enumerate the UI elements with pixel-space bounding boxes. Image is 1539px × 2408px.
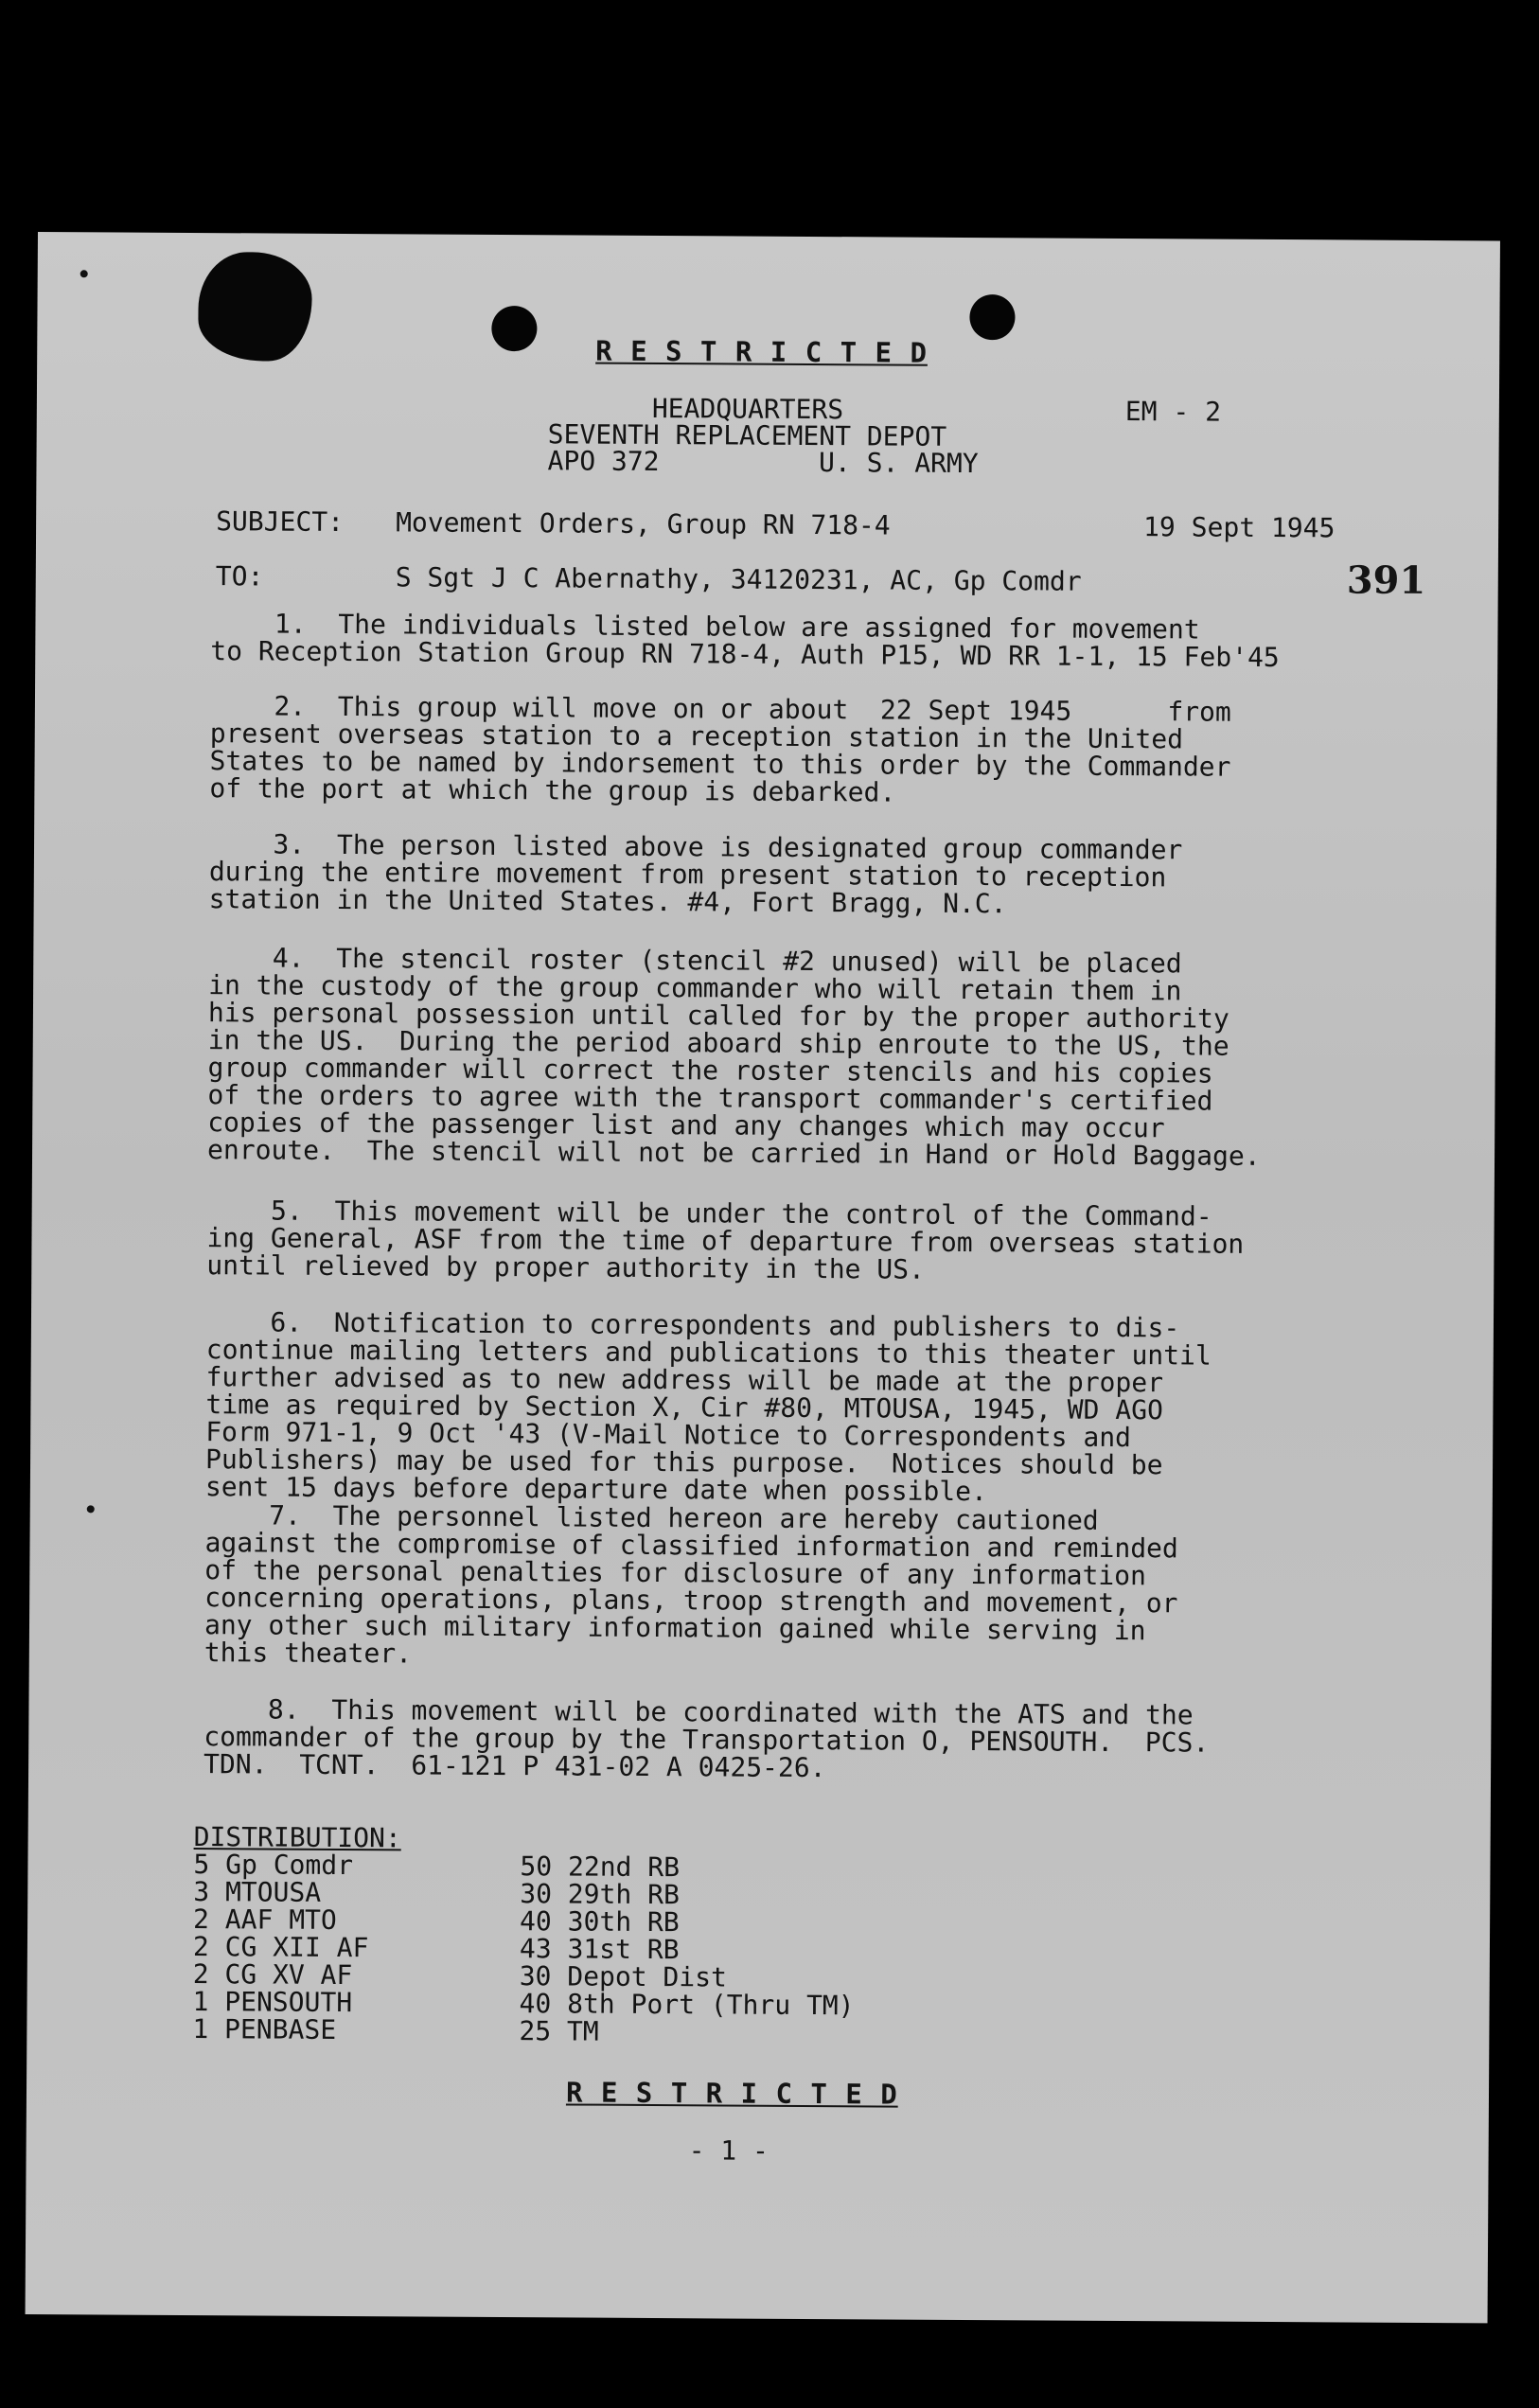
paragraph-4-line: enroute. The stencil will not be carried in Hand or Hold Baggage. xyxy=(206,1134,1261,1172)
distribution-entry: 5 Gp Comdr xyxy=(193,1849,354,1882)
paragraph-4-line: of the orders to agree with the transport commander's certified xyxy=(207,1079,1213,1117)
to-label: TO: xyxy=(215,560,264,593)
paragraph-6-line: sent 15 days before departure date when possible. xyxy=(204,1471,988,1508)
paragraph-8-line: commander of the group by the Transportation O, PENSOUTH. PCS. xyxy=(203,1721,1210,1759)
to-text: S Sgt J C Abernathy, 34120231, AC, Gp Comdr xyxy=(395,561,1082,597)
paragraph-6-line: 6. Notification to correspondents and publishers to dis- xyxy=(205,1306,1180,1344)
punch-hole-right xyxy=(969,294,1015,340)
distribution-entry: 1 PENSOUTH xyxy=(192,1986,353,2019)
paragraph-4-line: group commander will correct the roster stencils and his copies xyxy=(207,1052,1213,1089)
headquarters-line: HEADQUARTERS xyxy=(651,392,844,426)
paragraph-1-line: 1. The individuals listed below are assigned for movement xyxy=(210,608,1200,646)
paragraph-2-line: States to be named by indorsement to this order by the Commander xyxy=(209,745,1231,783)
paragraph-6-line: Form 971-1, 9 Oct '43 (V-Mail Notice to Correspondents and xyxy=(205,1416,1132,1454)
punch-hole-left xyxy=(491,306,537,351)
distribution-entry: 40 30th RB xyxy=(520,1905,680,1939)
classification-header: R E S T R I C T E D xyxy=(595,334,929,369)
paragraph-5-line: ing General, ASF from the time of departure from overseas station xyxy=(206,1222,1245,1260)
distribution-label: DISTRIBUTION: xyxy=(193,1821,401,1854)
page-stamp: 391 xyxy=(1346,558,1426,603)
paragraph-4-line: 4. The stencil roster (stencil #2 unused) will be placed xyxy=(208,942,1182,980)
document-page xyxy=(26,232,1500,2323)
paragraph-2-line: 2. This group will move on or about 22 Sept 1945 from xyxy=(209,690,1231,728)
subject-date: 19 Sept 1945 xyxy=(1143,511,1336,544)
paragraph-3-line: station in the United States. #4, Fort Bragg, N.C. xyxy=(208,883,1007,920)
distribution-entry: 2 CG XII AF xyxy=(192,1931,369,1964)
paragraph-6-line: time as required by Section X, Cir #80, MTOUSA, 1945, WD AGO xyxy=(205,1389,1163,1426)
doc-code: EM - 2 xyxy=(1124,396,1222,428)
distribution-entry: 3 MTOUSA xyxy=(193,1876,322,1908)
paragraph-4-line: copies of the passenger list and any changes which may occur xyxy=(207,1107,1165,1144)
distribution-entry: 43 31st RB xyxy=(519,1933,680,1966)
subject-text: Movement Orders, Group RN 718-4 xyxy=(396,506,891,541)
paragraph-7-line: any other such military information gained while serving in xyxy=(203,1609,1146,1647)
paragraph-7-line: this theater. xyxy=(203,1637,413,1670)
paragraph-6-line: further advised as to new address will be made at the proper xyxy=(205,1361,1164,1399)
paragraph-3-line: 3. The person listed above is designated group commander xyxy=(208,828,1183,866)
distribution-entry: 30 Depot Dist xyxy=(519,1960,728,1993)
speck xyxy=(87,1505,95,1513)
torn-corner xyxy=(198,252,312,362)
paragraph-7-line: 7. The personnel listed hereon are hereby cautioned xyxy=(204,1499,1099,1536)
paragraph-7-line: concerning operations, plans, troop strength and movement, or xyxy=(204,1582,1178,1620)
subject-label: SUBJECT: xyxy=(216,505,345,538)
distribution-entry: 30 29th RB xyxy=(520,1878,680,1911)
distribution-entry: 40 8th Port (Thru TM) xyxy=(519,1988,855,2022)
distribution-entry: 25 TM xyxy=(519,2015,599,2047)
paragraph-7-line: against the compromise of classified information and reminded xyxy=(204,1527,1178,1565)
paragraph-6-line: Publishers) may be used for this purpose. Notices should be xyxy=(204,1443,1163,1481)
paragraph-4-line: in the US. During the period aboard ship enroute to the US, the xyxy=(207,1024,1229,1062)
paragraph-5-line: 5. This movement will be under the control of the Command- xyxy=(206,1195,1212,1232)
paragraph-2-line: of the port at which the group is debarked. xyxy=(209,772,896,808)
page-number: - 1 - xyxy=(688,2134,770,2167)
paragraph-4-line: in the custody of the group commander who will retain them in xyxy=(208,969,1182,1007)
paragraph-8-line: 8. This movement will be coordinated with the ATS and the xyxy=(203,1693,1194,1731)
unit-line: SEVENTH REPLACEMENT DEPOT xyxy=(547,418,947,452)
speck xyxy=(80,270,88,277)
distribution-entry: 50 22nd RB xyxy=(520,1850,681,1884)
distribution-entry: 2 AAF MTO xyxy=(193,1903,337,1936)
paragraph-3-line: during the entire movement from present station to reception xyxy=(208,856,1167,894)
classification-footer: R E S T R I C T E D xyxy=(565,2076,898,2111)
apo-line: APO 372 U. S. ARMY xyxy=(547,445,979,480)
paragraph-2-line: present overseas station to a reception station in the United xyxy=(209,717,1184,755)
paragraph-4-line: his personal possession until called for by the proper authority xyxy=(207,997,1229,1035)
distribution-entry: 1 PENBASE xyxy=(192,2013,337,2045)
paragraph-6-line: continue mailing letters and publications to this theater until xyxy=(205,1334,1212,1372)
paragraph-7-line: of the personal penalties for disclosure of any information xyxy=(204,1554,1147,1592)
paragraph-1-line: to Reception Station Group RN 718-4, Auth P15, WD RR 1-1, 15 Feb'45 xyxy=(210,635,1280,674)
distribution-entry: 2 CG XV AF xyxy=(192,1958,353,1992)
paragraph-5-line: until relieved by proper authority in the US. xyxy=(206,1249,926,1285)
paragraph-8-line: TDN. TCNT. 61-121 P 431-02 A 0425-26. xyxy=(203,1748,826,1784)
